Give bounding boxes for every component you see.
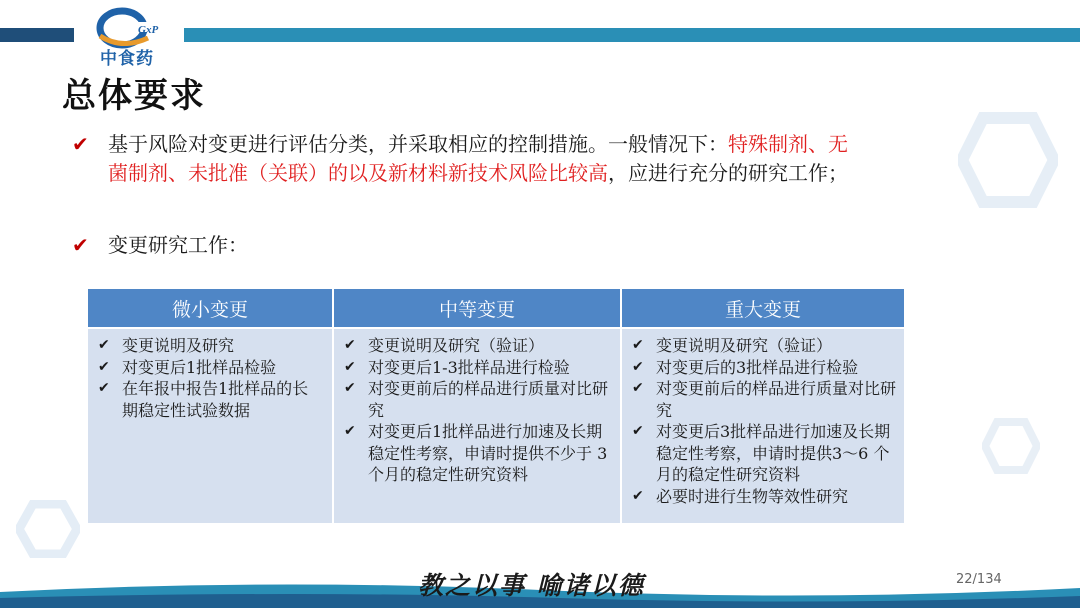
list-item-text: 对变更后3批样品进行加速及长期稳定性考察，申请时提供3～6 个月的稳定性研究资料 xyxy=(656,422,891,484)
check-icon: ✔ xyxy=(72,233,89,257)
table-header-row xyxy=(88,289,904,328)
list-item xyxy=(630,486,896,508)
list-item-text: 对变更后的3批样品进行检验 xyxy=(656,357,859,377)
list-item-text: 变更说明及研究（验证） xyxy=(368,336,545,355)
column-header-moderate: 中等变更 xyxy=(333,289,621,328)
requirement-text-part: ，应进行充分的研究工作； xyxy=(608,161,848,185)
page-title: 总体要求 xyxy=(62,76,206,116)
footer-motto: 教之以事 喻诸以德 xyxy=(418,571,645,600)
high-risk-text: 特殊制剂、无菌制剂、未批准（关联）的以及新材料新技术风险比较高 xyxy=(108,132,848,185)
list-item-text: 变更说明及研究（验证） xyxy=(656,336,833,355)
requirement-text xyxy=(108,130,858,188)
list-item-text: 对变更后1批样品进行加速及长期稳定性考察，申请时提供不少于 3 个月的稳定性研究资料 xyxy=(368,422,608,484)
check-icon: ✔ xyxy=(632,487,644,504)
check-icon: ✔ xyxy=(72,132,89,156)
page-number: 22/134 xyxy=(956,572,1002,587)
requirement-bullet xyxy=(72,130,872,220)
list-item xyxy=(630,335,896,357)
check-icon: ✔ xyxy=(98,380,110,396)
list-item-text: 在年报中报告1批样品的长期稳定性试验数据 xyxy=(122,379,309,420)
minor-change-cell xyxy=(88,328,333,523)
column-header-minor: 微小变更 xyxy=(88,289,333,328)
list-item xyxy=(96,357,324,379)
check-icon: ✔ xyxy=(632,423,644,439)
list-item-text: 对变更前后的样品进行质量对比研究 xyxy=(368,379,609,420)
list-item-text: 对变更后1-3批样品进行检验 xyxy=(368,357,570,377)
moderate-change-cell xyxy=(333,328,621,523)
list-item xyxy=(342,421,612,486)
list-item xyxy=(342,357,612,379)
check-icon: ✔ xyxy=(344,423,356,439)
check-icon: ✔ xyxy=(344,337,356,353)
list-item xyxy=(630,421,896,486)
hexagon-decoration-icon xyxy=(958,112,1058,208)
check-icon: ✔ xyxy=(344,380,356,396)
logo-brand-text: 中食药 xyxy=(100,49,154,69)
check-icon: ✔ xyxy=(632,337,644,353)
requirement-text: 变更研究工作： xyxy=(108,233,248,257)
requirement-text-part: 基于风险对变更进行评估分类，并采取相应的控制措施。一般情况下： xyxy=(108,132,728,156)
check-icon: ✔ xyxy=(344,358,356,375)
list-item-text: 对变更后1批样品检验 xyxy=(122,357,277,377)
check-icon: ✔ xyxy=(98,358,110,375)
requirement-bullet xyxy=(72,231,472,261)
header-bar-left xyxy=(0,28,74,42)
major-change-cell xyxy=(621,328,904,523)
list-item-text: 变更说明及研究 xyxy=(122,336,235,355)
column-header-major: 重大变更 xyxy=(621,289,904,328)
list-item-text: 对变更前后的样品进行质量对比研究 xyxy=(656,379,897,420)
list-item xyxy=(342,378,612,421)
check-icon: ✔ xyxy=(632,380,644,396)
list-item xyxy=(342,335,612,357)
list-item xyxy=(630,357,896,379)
list-item xyxy=(96,335,324,357)
hexagon-decoration-icon xyxy=(982,418,1040,474)
list-item xyxy=(630,378,896,421)
list-item xyxy=(96,378,324,421)
check-icon: ✔ xyxy=(98,337,110,353)
table-row xyxy=(88,328,904,523)
logo-gxp-text: GxP xyxy=(138,24,159,36)
header-bar-right xyxy=(184,28,1080,42)
list-item-text: 必要时进行生物等效性研究 xyxy=(656,486,849,506)
hexagon-decoration-icon xyxy=(16,500,80,558)
check-icon: ✔ xyxy=(632,358,644,375)
change-classification-table xyxy=(88,289,904,523)
